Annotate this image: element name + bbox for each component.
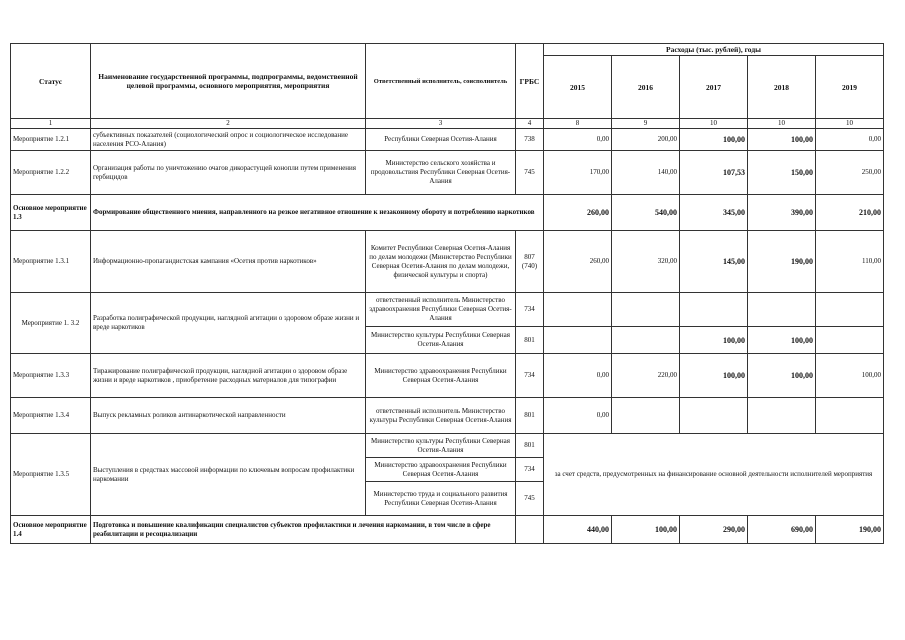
row-status: Мероприятие 1.3.5 [11,434,91,516]
row-status: Мероприятие 1.3.1 [11,231,91,293]
row-grbs: 734 [516,293,544,327]
row-value-2017: 290,00 [680,516,748,544]
header-row-top [11,44,884,56]
row-value-2016 [612,293,680,327]
header-year: 2016 [612,56,680,119]
column-index: 10 [680,119,748,129]
row-status: Мероприятие 1.3.4 [11,398,91,434]
row-executor: Республики Северная Осетия-Алания [366,129,516,151]
row-value-2018 [748,293,816,327]
row-grbs: 801 [516,434,544,458]
table-row-1-2-2 [11,151,884,195]
row-value-2018: 390,00 [748,195,816,231]
row-value-2019: 210,00 [816,195,884,231]
row-value-2016: 200,00 [612,129,680,151]
row-value-2015: 0,00 [544,354,612,398]
row-grbs [516,516,544,544]
table-row-1-3-1 [11,231,884,293]
row-value-2018: 100,00 [748,327,816,354]
column-index: 10 [748,119,816,129]
row-status: Мероприятие 1.3.3 [11,354,91,398]
header-grbs: ГРБС [516,44,544,119]
row-value-2019: 110,00 [816,231,884,293]
row-value-2016: 100,00 [612,516,680,544]
row-executor: Министерство здравоохранения Республики Северная Осетия-Алания [366,354,516,398]
header-year: 2018 [748,56,816,119]
row-value-2016 [612,398,680,434]
row-value-2017: 100,00 [680,354,748,398]
table-row-main-1-3 [11,195,884,231]
row-value-2015: 260,00 [544,231,612,293]
row-value-2016: 140,00 [612,151,680,195]
row-value-2016: 220,00 [612,354,680,398]
row-name: Разработка полиграфической продукции, наглядной агитации о здоровом образе жизни и вреде наркотиков [91,293,366,354]
row-grbs: 738 [516,129,544,151]
column-index: 10 [816,119,884,129]
row-name: Выпуск рекламных роликов антинаркотической направленности [91,398,366,434]
row-value-2017: 145,00 [680,231,748,293]
table-row-1-3-4 [11,398,884,434]
column-index-row [11,119,884,129]
row-value-2018: 150,00 [748,151,816,195]
budget-table [10,43,884,544]
row-value-2017 [680,398,748,434]
table-row-1-3-3 [11,354,884,398]
row-value-2015: 170,00 [544,151,612,195]
table-row-main-1-4 [11,516,884,544]
row-name: Тиражирование полиграфической продукции, наглядной агитации о здоровом образе жизни и вреде наркотиков , приобретение расходных материалов для типографии [91,354,366,398]
header-expenses: Расходы (тыс. рублей), годы [544,44,884,56]
row-value-2018 [748,398,816,434]
row-value-2018: 100,00 [748,354,816,398]
row-value-2019: 100,00 [816,354,884,398]
table-row-1-3-2-a [11,293,884,327]
row-value-2017 [680,293,748,327]
row-value-2019: 0,00 [816,129,884,151]
table-row-1-3-5-a [11,434,884,458]
row-value-2015: 260,00 [544,195,612,231]
row-value-2018: 190,00 [748,231,816,293]
row-value-2017: 100,00 [680,129,748,151]
budget-table-sheet [10,43,883,544]
row-grbs: 801 [516,327,544,354]
row-value-2019 [816,293,884,327]
row-executor: Министерство культуры Республики Северная Осетия-Алания [366,327,516,354]
header-status: Статус [11,44,91,119]
row-name: Выступления в средствах массовой информации по ключевым вопросам профилактики наркомании [91,434,366,516]
row-executor: ответственный исполнитель Министерство здравоохранения Республики Северная Осетия-Алания [366,293,516,327]
row-executor: Министерство труда и социального развития Республики Северная Осетия-Алания [366,482,516,516]
row-value-2019 [816,327,884,354]
row-value-2018: 690,00 [748,516,816,544]
header-name: Наименование государственной программы, подпрограммы, ведомственной целевой программы, основного мероприятия, мероприятия [91,44,366,119]
row-name: субъективных показателей (социологический опрос и социологическое исследование населения РСО-Алания) [91,129,366,151]
row-status: Мероприятие 1.2.1 [11,129,91,151]
row-status: Основное мероприятие 1.3 [11,195,91,231]
row-executor: ответственный исполнитель Министерство культуры Республики Северная Осетия-Алания [366,398,516,434]
header-year: 2017 [680,56,748,119]
row-value-2017: 345,00 [680,195,748,231]
row-value-2017: 100,00 [680,327,748,354]
column-index: 2 [91,119,366,129]
row-value-2017: 107,53 [680,151,748,195]
column-index: 3 [366,119,516,129]
row-grbs: 745 [516,151,544,195]
row-executor: Министерство культуры Республики Северная Осетия-Алания [366,434,516,458]
row-funding-note: за счет средств, предусмотренных на финансирование основной деятельности исполнителей мероприятия [544,434,884,516]
row-grbs: 801 [516,398,544,434]
row-value-2018: 100,00 [748,129,816,151]
row-status: Основное мероприятие 1.4 [11,516,91,544]
row-value-2015: 440,00 [544,516,612,544]
row-status: Мероприятие 1.2.2 [11,151,91,195]
row-value-2015: 0,00 [544,398,612,434]
row-name: Формирование общественного мнения, направленного на резкое негативное отношение к незаконному обороту и потреблению наркотиков [91,195,544,231]
column-index: 1 [11,119,91,129]
row-executor: Министерство сельского хозяйства и продовольствия Республики Северная Осетия-Алания [366,151,516,195]
column-index: 9 [612,119,680,129]
column-index: 8 [544,119,612,129]
row-executor: Министерство здравоохранения Республики Северная Осетия-Алания [366,458,516,482]
row-grbs: 807 (740) [516,231,544,293]
row-value-2016: 540,00 [612,195,680,231]
row-value-2015: 0,00 [544,129,612,151]
row-executor: Комитет Республики Северная Осетия-Алания по делам молодежи (Министерство Республики Северная Осетия-Алания по делам молодежи, физической культуры и спорта) [366,231,516,293]
header-year: 2019 [816,56,884,119]
column-index: 4 [516,119,544,129]
row-value-2016: 320,00 [612,231,680,293]
row-value-2015 [544,327,612,354]
header-year: 2015 [544,56,612,119]
row-name: Подготовка и повышение квалификации специалистов субъектов профилактики и лечения наркомании, в том числе в сфере реабилитации и ресоциализации [91,516,516,544]
row-grbs: 734 [516,458,544,482]
row-grbs: 745 [516,482,544,516]
row-grbs: 734 [516,354,544,398]
row-value-2019 [816,398,884,434]
row-name: Организация работы по уничтожению очагов дикорастущей конопли путем применения гербицидов [91,151,366,195]
table-row-1-2-1 [11,129,884,151]
row-value-2016 [612,327,680,354]
row-value-2019: 190,00 [816,516,884,544]
row-status: Мероприятие 1. 3.2 [11,293,91,354]
row-name: Информационно-пропагандистская кампания «Осетия против наркотиков» [91,231,366,293]
row-value-2015 [544,293,612,327]
row-value-2019: 250,00 [816,151,884,195]
header-executor: Ответственный исполнитель, соисполнитель [366,44,516,119]
